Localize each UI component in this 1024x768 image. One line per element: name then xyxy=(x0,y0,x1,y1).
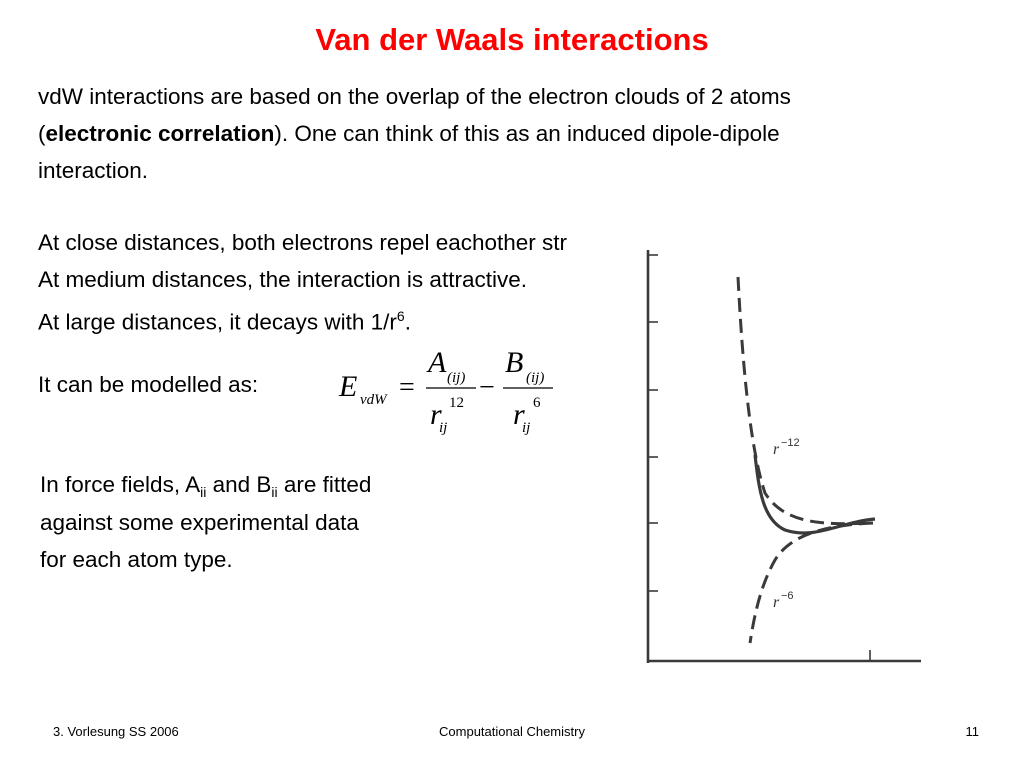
formula-E-subscript: vdW xyxy=(360,392,387,408)
force-field-text-a: In force fields, A xyxy=(40,472,201,497)
formula-r-2-subscript: ij xyxy=(522,420,531,436)
medium-distance-line: At medium distances, the interaction is attractive. xyxy=(38,267,527,292)
potential-graph xyxy=(625,225,925,685)
close-distance-line: At close distances, both electrons repel eachother str xyxy=(38,230,568,255)
distances-paragraph xyxy=(38,224,567,341)
formula-E: E xyxy=(339,370,358,403)
formula-B: B xyxy=(505,346,524,379)
formula-equals: = xyxy=(399,372,415,403)
electronic-correlation-term: electronic correlation xyxy=(45,121,275,146)
label-r12: r xyxy=(773,441,780,458)
formula-r-1-subscript: ij xyxy=(439,420,448,436)
intro-line-1: vdW interactions are based on the overlap of the electron clouds of 2 atoms xyxy=(38,84,791,109)
y-ticks xyxy=(648,255,658,591)
footer-course: Computational Chemistry xyxy=(439,724,585,739)
footer-page-number: 11 xyxy=(965,724,979,739)
vdw-formula xyxy=(333,342,573,442)
attractive-curve xyxy=(750,523,873,643)
formula-exp-12: 12 xyxy=(449,395,464,411)
force-field-text-c: are fitted xyxy=(277,472,372,497)
force-field-line-2: against some experimental data xyxy=(40,509,359,535)
force-field-text-b: and B xyxy=(206,472,272,497)
formula-r-2: r xyxy=(513,398,525,431)
A-subscript: ii xyxy=(200,484,207,500)
intro-line-2-rest: ). One can think of this as an induced dipole-dipole xyxy=(274,121,780,146)
force-field-paragraph xyxy=(40,466,371,579)
formula-minus: − xyxy=(479,372,495,403)
intro-line-2 xyxy=(38,115,791,152)
slide-title: Van der Waals interactions xyxy=(315,22,709,57)
formula-exp-6: 6 xyxy=(533,395,541,411)
formula-r-1: r xyxy=(430,398,442,431)
label-r6: r xyxy=(773,594,780,611)
large-distance-exponent: 6 xyxy=(396,308,405,324)
large-distance-line xyxy=(38,298,567,341)
intro-line-3: interaction. xyxy=(38,158,149,183)
footer-lecture: 3. Vorlesung SS 2006 xyxy=(53,724,179,739)
formula-A-subscript: (ij) xyxy=(447,370,466,386)
large-distance-text: At large distances, it decays with 1/r xyxy=(38,309,397,335)
large-distance-period: . xyxy=(404,309,411,335)
B-subscript: ii xyxy=(271,484,278,500)
force-field-line-3: for each atom type. xyxy=(40,547,233,572)
label-r6-exponent: −6 xyxy=(781,590,794,602)
label-r12-exponent: −12 xyxy=(781,437,800,449)
formula-A: A xyxy=(428,346,447,379)
paren-open: ( xyxy=(38,121,46,146)
formula-B-subscript: (ij) xyxy=(526,370,545,386)
model-label: It can be modelled as: xyxy=(38,372,259,397)
force-field-line-1 xyxy=(40,466,371,504)
intro-paragraph xyxy=(38,78,791,189)
